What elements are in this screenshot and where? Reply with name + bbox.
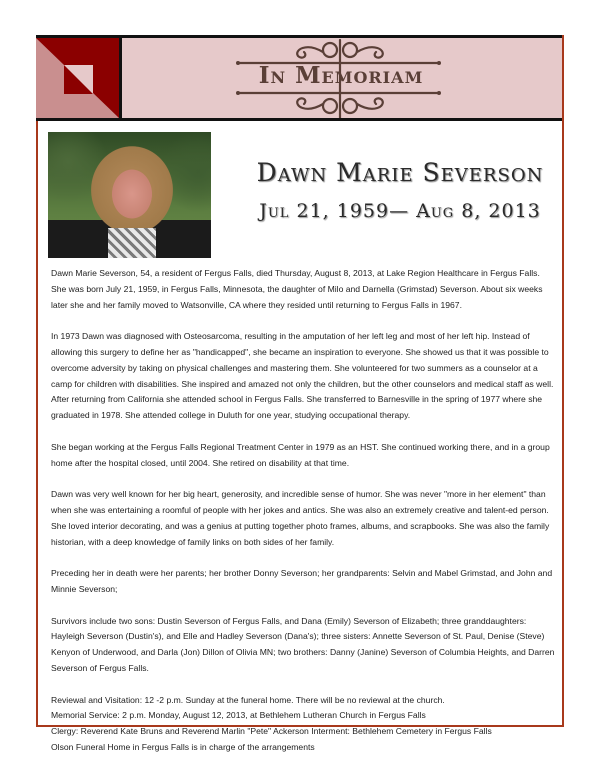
service-clergy-line: Clergy: Reverend Kate Bruns and Reverend Marlin "Pete" Ackerson Interment: Bethlehem Cemetery in Fergus Falls	[51, 726, 492, 737]
life-dates: Jul 21, 1959— Aug 8, 2013	[259, 200, 541, 222]
obituary-paragraph: Dawn Marie Severson, 54, a resident of Fergus Falls, died Thursday, August 8, 2013, at Lake Region Healthcare in Fergus Falls. She was born July 21, 1959, in Fergus Falls, Minnesota, the daughter of Milo and Darnella (Grimstad) Severson. About six weeks later she and her family moved to Watsonville, CA where they resided until returning to Fergus Falls in 1967.	[51, 268, 543, 310]
obituary-paragraph: She began working at the Fergus Falls Regional Treatment Center in 1979 as an HST. She continued working there, and in a group home after the hospital closed, until 2004. She retired on disability at that time.	[51, 441, 550, 468]
obituary-body	[51, 266, 556, 756]
obituary-paragraph: In 1973 Dawn was diagnosed with Osteosarcoma, resulting in the amputation of her left leg and most of her left hip. Instead of allowing this surgery to define her as "handicapped", she became an inspiration to everyone. She showed us that it was possible to overcome adversity by taking on physical challenges and mastering them. She volunteered for two summers as a counselor at a camp for children with disabilities. She inspired and amazed not only the children, but the other counselors and medical staff as well. After returning from California she attended school in Fergus Falls. She transferred to Barnesville in the spring of 1977 where she graduated in 1978. She attended college in Duluth for one year, studying occupational therapy.	[51, 331, 554, 421]
obituary-paragraph: Survivors include two sons: Dustin Severson of Fergus Falls, and Dana (Emily) Severson of Elizabeth; three granddaughters: Hayleigh Severson (Dustin's), and Elle and Hadley Severson (Dana's); three sisters: Annette Severson of St. Paul, Denise (Steve) Kenyon of Underwood, and Darla (Jon) Dillon of Olivia MN; two brothers: Danny (Janine) Severson of Columbia Heights, and Darren Severson of Fergus Falls.	[51, 615, 555, 673]
memoriam-title-block	[236, 38, 446, 118]
portrait-shirt-detail	[108, 228, 156, 258]
service-reviewal-line: Reviewal and Visitation: 12 -2 p.m. Sunday at the funeral home. There will be no reviewal at the church.	[51, 694, 445, 705]
deceased-name: Dawn Marie Severson	[256, 158, 544, 187]
service-funeral-home-line: Olson Funeral Home in Fergus Falls is in charge of the arrangements	[51, 741, 315, 752]
portrait-photo	[48, 132, 211, 258]
memoriam-header-band	[36, 35, 562, 121]
obituary-paragraph: Preceding her in death were her parents; her brother Donny Severson; her grandparents: Selvin and Mabel Grimstad, and John and Minnie Severson;	[51, 568, 553, 594]
obituary-paragraph: Dawn was very well known for her big heart, generosity, and incredible sense of humor. She was never "more in her element" than when she was entertaining a roomful of people with her jokes and antics. She was also an extremely creative and talent-ed person. She loved interior decorating, and was a genius at putting together photo frames, albums, and scrapbooks. She was also the family historian, with a deep knowledge of family links on both sides of her family.	[51, 489, 550, 547]
service-memorial-line: Memorial Service: 2 p.m. Monday, August 12, 2013, at Bethlehem Lutheran Church in Fergus Falls	[51, 710, 426, 721]
memoriam-title: In Memoriam	[258, 62, 424, 89]
corner-ornament-icon	[36, 38, 122, 118]
